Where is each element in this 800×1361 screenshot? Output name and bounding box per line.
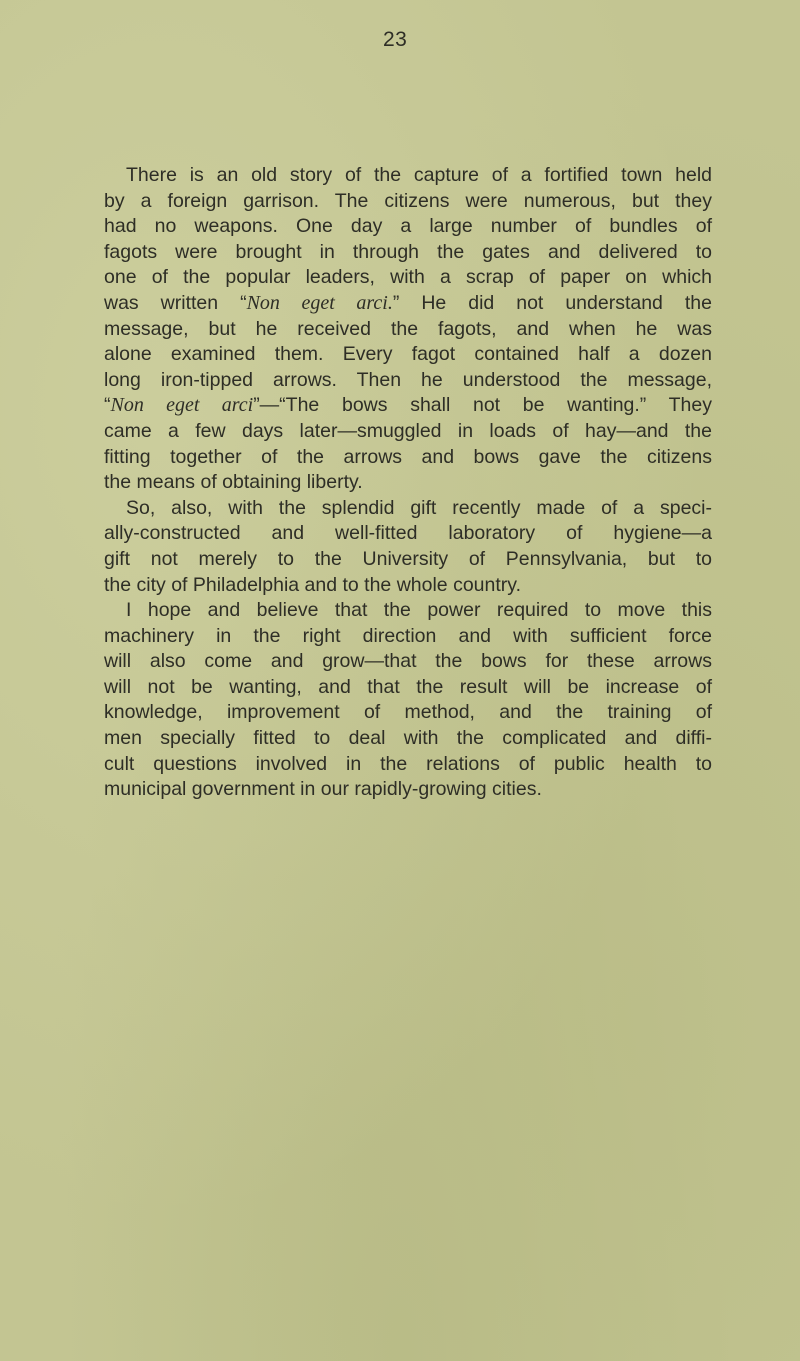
text-line: had no weapons. One day a large number of bundles of [104, 215, 712, 238]
text-segment: was written “ [104, 291, 247, 314]
page-number: 23 [383, 28, 408, 51]
text-line-with-latin-phrase [104, 393, 712, 419]
latin-phrase: Non eget arci. [246, 291, 393, 314]
text-line: fagots were brought in through the gates and delivered to [104, 240, 712, 263]
text-line: alone examined them. Every fagot contained half a dozen [104, 343, 712, 366]
text-line: the means of obtaining liberty. [104, 471, 363, 494]
text-line: by a foreign garrison. The citizens were numerous, but they [104, 189, 712, 212]
latin-phrase: Non eget arci [110, 394, 254, 417]
text-line-with-latin-phrase [104, 291, 712, 317]
text-line: fitting together of the arrows and bows gave the citizens [104, 445, 712, 468]
text-line: message, but he received the fagots, and when he was [104, 317, 712, 340]
text-line: long iron-tipped arrows. Then he understood the message, [104, 368, 712, 391]
text-segment: ” He did not understand the [392, 291, 712, 314]
paragraph-laboratory-gift [104, 496, 712, 598]
text-line: men specially fitted to deal with the complicated and diffi- [104, 727, 712, 750]
text-line: will not be wanting, and that the result will be increase of [104, 675, 712, 698]
paragraph-hope-and-belief [104, 598, 712, 803]
text-line: one of the popular leaders, with a scrap of paper on which [104, 266, 712, 289]
text-line: cult questions involved in the relations of public health to [104, 752, 712, 775]
body-text [104, 163, 712, 803]
text-line: I hope and believe that the power required to move this [126, 599, 712, 622]
paragraph-fortified-town-story [104, 163, 712, 496]
text-line: machinery in the right direction and with sufficient force [104, 624, 712, 647]
text-segment: “ [104, 394, 111, 417]
text-line: knowledge, improvement of method, and the training of [104, 701, 712, 724]
text-line: came a few days later—smuggled in loads of hay—and the [104, 419, 712, 442]
text-line: municipal government in our rapidly-growing cities. [104, 778, 542, 801]
text-line: ally-constructed and well-fitted laboratory of hygiene—a [104, 522, 712, 545]
text-segment: ”—“The bows shall not be wanting.” They [253, 394, 712, 417]
text-line: So, also, with the splendid gift recently made of a speci- [126, 496, 712, 519]
text-line: gift not merely to the University of Pennsylvania, but to [104, 547, 712, 570]
text-line: There is an old story of the capture of a fortified town held [126, 164, 712, 186]
text-line: the city of Philadelphia and to the whole country. [104, 573, 521, 596]
text-line: will also come and grow—that the bows for these arrows [104, 650, 712, 673]
